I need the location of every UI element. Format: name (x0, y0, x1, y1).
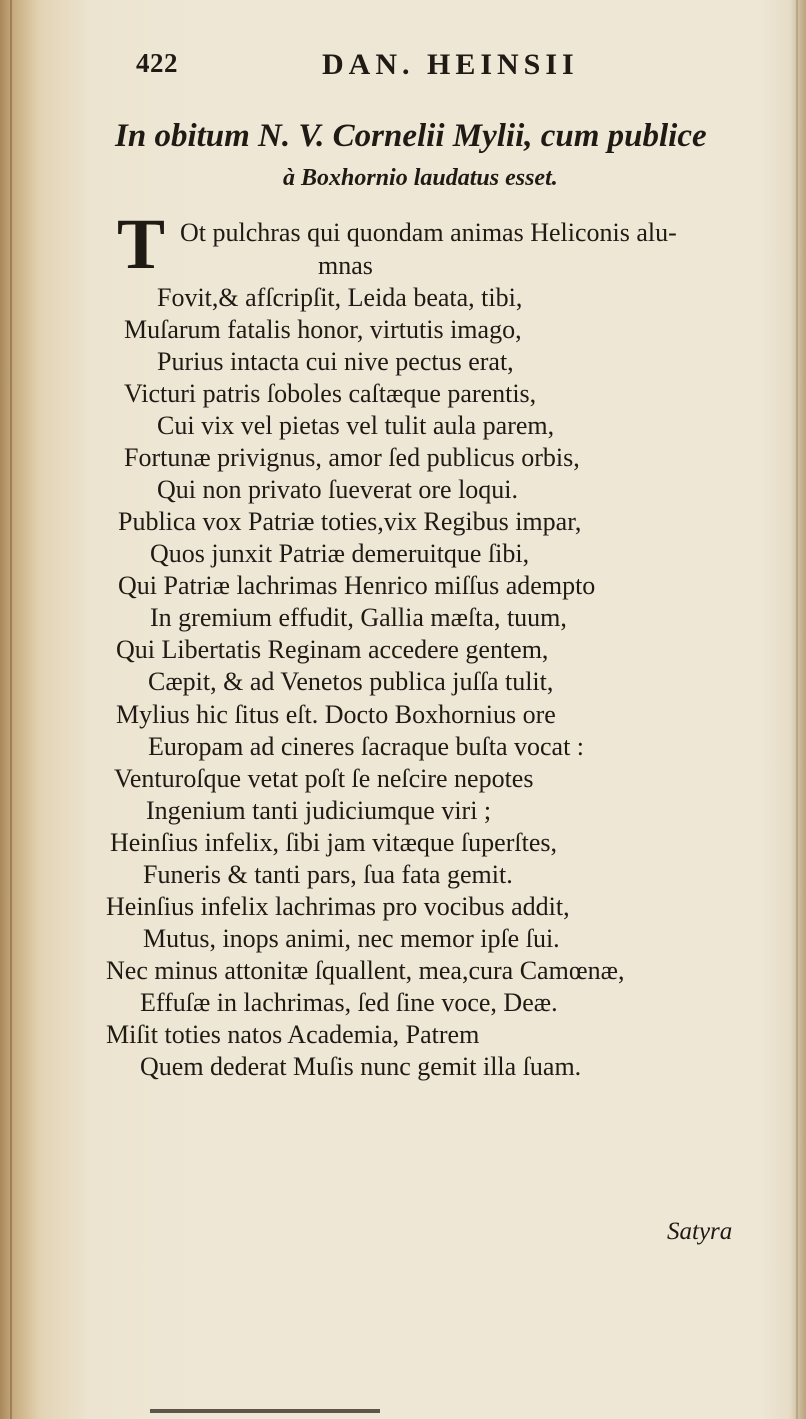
poem-line: Heinſius infelix, ſibi jam vitæque ſuperſtes, (110, 828, 557, 857)
catchword: Satyra (667, 1218, 733, 1245)
poem-line: Nec minus attonitæ ſquallent, mea,cura Camœnæ, (106, 956, 625, 985)
page-number: 422 (136, 48, 178, 78)
poem-line: Qui Libertatis Reginam accedere gentem, (116, 635, 549, 664)
poem-line: mnas (318, 251, 373, 280)
poem-line: Heinſius infelix lachrimas pro vocibus addit, (106, 892, 570, 921)
poem-line: Purius intacta cui nive pectus erat, (157, 347, 514, 376)
poem-line: Quem dederat Muſis nunc gemit illa ſuam. (140, 1052, 582, 1081)
poem-line: Effuſæ in lachrimas, ſed ſine voce, Deæ. (140, 988, 558, 1017)
poem-line: Cui vix vel pietas vel tulit aula parem, (157, 411, 555, 440)
poem-line: Europam ad cineres ſacraque buſta vocat : (148, 732, 585, 761)
poem-subtitle: à Boxhornio laudatus esset. (283, 165, 558, 191)
poem-line: Qui non privato ſueverat ore loqui. (157, 475, 519, 504)
poem-line: Ingenium tanti judiciumque viri ; (146, 796, 492, 825)
poem-line: Fortunæ privignus, amor ſed publicus orbis, (124, 443, 580, 472)
page-edge (796, 0, 798, 1419)
poem-line: Victuri patris ſoboles caſtæque parentis, (124, 379, 537, 408)
poem-line: Publica vox Patriæ toties,vix Regibus impar, (118, 507, 582, 536)
poem-line: Mylius hic ſitus eſt. Docto Boxhornius ore (116, 700, 556, 729)
poem-line: Ot pulchras qui quondam animas Heliconis alu- (180, 218, 677, 247)
poem-line: In gremium effudit, Gallia mæſta, tuum, (150, 603, 567, 632)
bottom-rule (150, 1409, 380, 1413)
poem-title: In obitum N. V. Cornelii Mylii, cum publice (115, 118, 707, 154)
poem-line: Fovit,& afſcripſit, Leida beata, tibi, (157, 283, 523, 312)
poem-line: Miſit toties natos Academia, Patrem (106, 1020, 480, 1049)
poem-line: Venturoſque vetat poſt ſe neſcire nepotes (114, 764, 534, 793)
poem-line: Mutus, inops animi, nec memor ipſe ſui. (143, 924, 560, 953)
page-header (0, 48, 806, 88)
running-head: DAN. HEINSII (322, 48, 579, 81)
poem-line: Funeris & tanti pars, ſua fata gemit. (143, 860, 513, 889)
poem-line: Muſarum fatalis honor, virtutis imago, (124, 315, 522, 344)
poem-line: Cæpit, & ad Venetos publica juſſa tulit, (148, 667, 554, 696)
poem-line: Qui Patriæ lachrimas Henrico miſſus adempto (118, 571, 596, 600)
drop-cap: T (117, 204, 166, 284)
spine-edge (10, 0, 12, 1419)
poem-line: Quos junxit Patriæ demeruitque ſibi, (150, 539, 530, 568)
